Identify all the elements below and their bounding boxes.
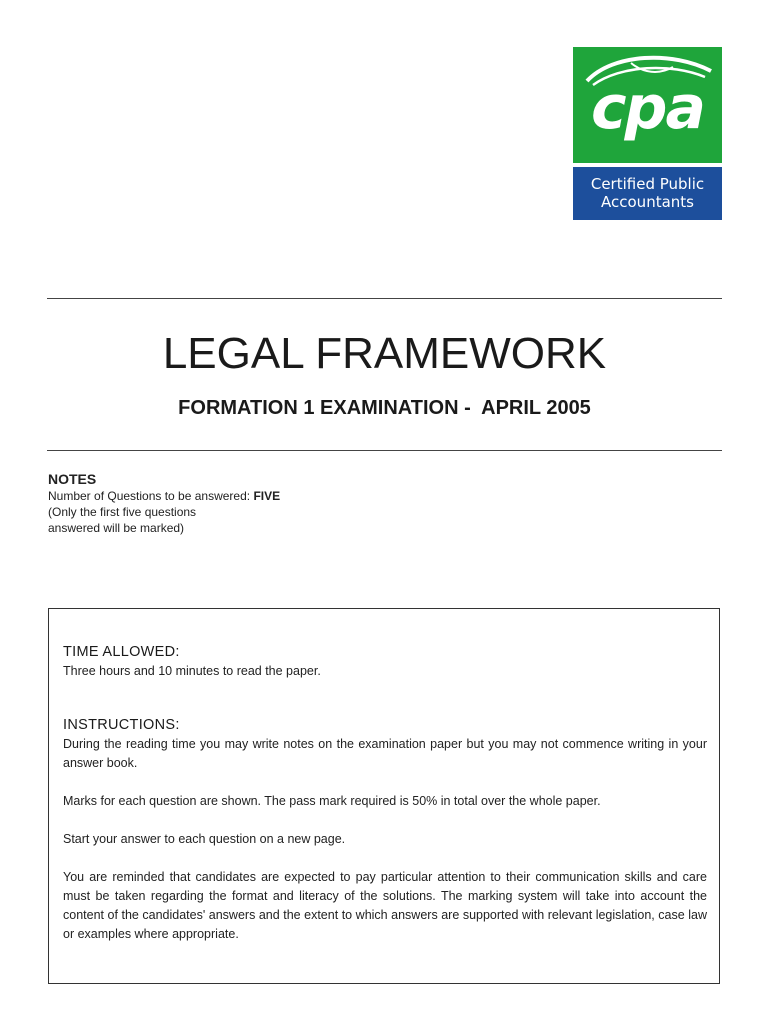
notes-line2: (Only the first five questions [48, 505, 197, 519]
notes-questions-value: FIVE [253, 489, 281, 503]
notes-heading: NOTES [48, 471, 97, 487]
logo-line2: Accountants [601, 193, 694, 211]
notes-section [48, 470, 448, 536]
page-title: LEGAL FRAMEWORK [162, 329, 607, 378]
instruction-paragraph: Start your answer to each question on a new page. [63, 832, 346, 846]
exam-subtitle: FORMATION 1 EXAMINATION - APRIL 2005 [178, 397, 591, 419]
time-allowed-text: Three hours and 10 minutes to read the paper. [63, 664, 321, 678]
instructions-heading: INSTRUCTIONS: [63, 717, 180, 733]
instruction-paragraph: You are reminded that candidates are expected to pay particular attention to their communication skills and care must be taken regarding the format and literacy of the solutions. The marking system will take into account the content of the candidates' answers and the extent to which answers are supported with relevant legislation, case law or examples where appropriate. [63, 870, 707, 941]
logo-green-panel [573, 47, 722, 163]
top-divider [47, 298, 722, 299]
logo-line1: Certified Public [590, 175, 705, 193]
logo-blue-panel [573, 167, 722, 220]
notes-questions-label: Number of Questions to be answered: [48, 489, 254, 503]
cpa-logo [573, 47, 722, 220]
time-allowed-heading: TIME ALLOWED: [63, 644, 180, 660]
instruction-paragraph: Marks for each question are shown. The pass mark required is 50% in total over the whole paper. [63, 794, 601, 808]
instructions-box-content [63, 642, 707, 944]
bottom-divider [47, 450, 722, 451]
notes-line3: answered will be marked) [48, 521, 185, 535]
instruction-paragraph: During the reading time you may write notes on the examination paper but you may not commence writing in your answer book. [63, 737, 707, 770]
instructions-box [48, 608, 720, 984]
notes-questions-line [48, 488, 448, 504]
logo-wordmark: cpa [590, 73, 704, 143]
